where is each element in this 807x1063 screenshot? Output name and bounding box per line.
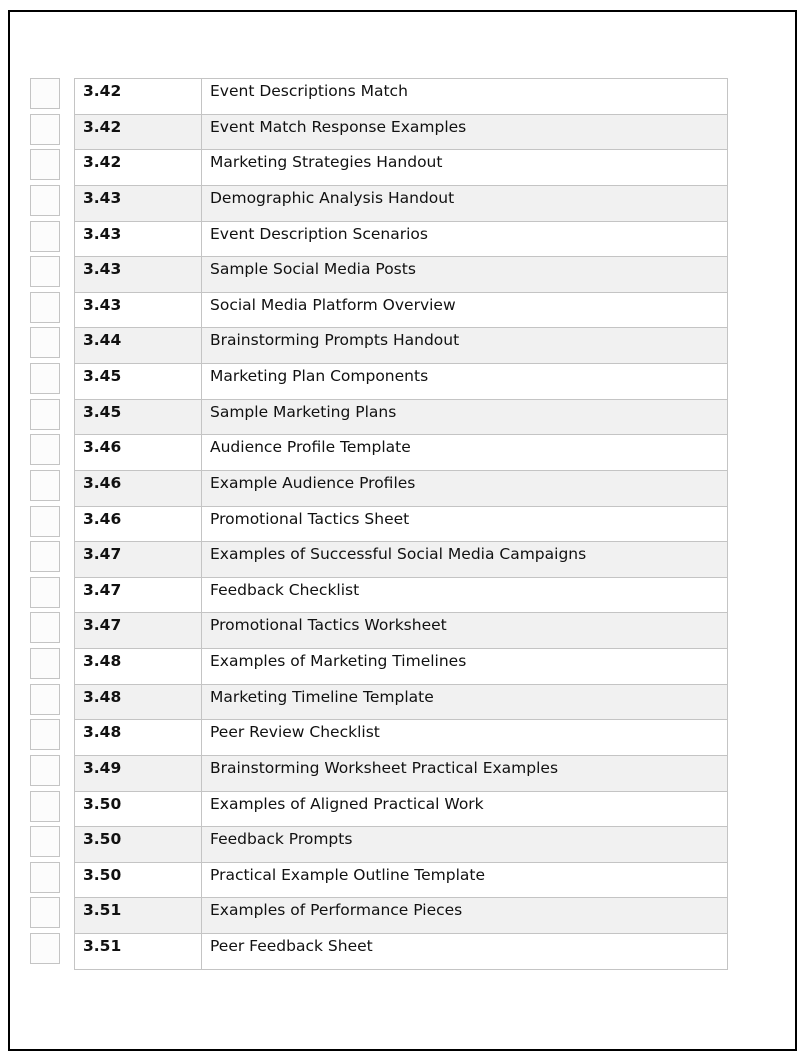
row-checkbox[interactable] bbox=[30, 78, 60, 109]
section-number: 3.47 bbox=[75, 577, 202, 613]
material-title: Brainstorming Prompts Handout bbox=[202, 328, 728, 364]
row-checkbox[interactable] bbox=[30, 612, 60, 643]
row-checkbox[interactable] bbox=[30, 470, 60, 501]
table-row bbox=[75, 755, 728, 791]
table-row bbox=[75, 934, 728, 970]
row-checkbox[interactable] bbox=[30, 114, 60, 145]
table-row bbox=[75, 791, 728, 827]
table-row bbox=[75, 506, 728, 542]
table-row bbox=[75, 827, 728, 863]
section-number: 3.43 bbox=[75, 257, 202, 293]
row-checkbox[interactable] bbox=[30, 826, 60, 857]
material-title: Feedback Checklist bbox=[202, 577, 728, 613]
material-title: Examples of Marketing Timelines bbox=[202, 649, 728, 685]
section-number: 3.51 bbox=[75, 898, 202, 934]
table-row bbox=[75, 649, 728, 685]
row-checkbox[interactable] bbox=[30, 897, 60, 928]
row-checkbox[interactable] bbox=[30, 399, 60, 430]
section-number: 3.46 bbox=[75, 506, 202, 542]
material-title: Practical Example Outline Template bbox=[202, 862, 728, 898]
row-checkbox[interactable] bbox=[30, 327, 60, 358]
section-number: 3.48 bbox=[75, 649, 202, 685]
material-title: Demographic Analysis Handout bbox=[202, 185, 728, 221]
material-title: Feedback Prompts bbox=[202, 827, 728, 863]
table-row bbox=[75, 257, 728, 293]
table-row bbox=[75, 79, 728, 115]
section-number: 3.50 bbox=[75, 827, 202, 863]
material-title: Marketing Timeline Template bbox=[202, 684, 728, 720]
material-title: Promotional Tactics Sheet bbox=[202, 506, 728, 542]
table-row bbox=[75, 898, 728, 934]
section-number: 3.44 bbox=[75, 328, 202, 364]
table-row bbox=[75, 399, 728, 435]
material-title: Examples of Aligned Practical Work bbox=[202, 791, 728, 827]
table-row bbox=[75, 613, 728, 649]
section-number: 3.42 bbox=[75, 114, 202, 150]
table-row bbox=[75, 328, 728, 364]
material-title: Brainstorming Worksheet Practical Examples bbox=[202, 755, 728, 791]
row-checkbox[interactable] bbox=[30, 363, 60, 394]
section-number: 3.49 bbox=[75, 755, 202, 791]
row-checkbox[interactable] bbox=[30, 541, 60, 572]
row-checkbox[interactable] bbox=[30, 791, 60, 822]
table-row bbox=[75, 542, 728, 578]
section-number: 3.48 bbox=[75, 684, 202, 720]
row-checkbox[interactable] bbox=[30, 221, 60, 252]
material-title: Example Audience Profiles bbox=[202, 470, 728, 506]
material-title: Sample Marketing Plans bbox=[202, 399, 728, 435]
row-checkbox[interactable] bbox=[30, 684, 60, 715]
row-checkbox[interactable] bbox=[30, 719, 60, 750]
row-checkbox[interactable] bbox=[30, 149, 60, 180]
section-number: 3.45 bbox=[75, 399, 202, 435]
material-title: Social Media Platform Overview bbox=[202, 292, 728, 328]
row-checkbox[interactable] bbox=[30, 185, 60, 216]
table-row bbox=[75, 150, 728, 186]
section-number: 3.46 bbox=[75, 435, 202, 471]
materials-table bbox=[74, 78, 728, 970]
material-title: Event Match Response Examples bbox=[202, 114, 728, 150]
row-checkbox[interactable] bbox=[30, 506, 60, 537]
material-title: Audience Profile Template bbox=[202, 435, 728, 471]
material-title: Event Description Scenarios bbox=[202, 221, 728, 257]
material-title: Peer Feedback Sheet bbox=[202, 934, 728, 970]
section-number: 3.42 bbox=[75, 79, 202, 115]
table-row bbox=[75, 221, 728, 257]
row-checkbox[interactable] bbox=[30, 256, 60, 287]
table-row bbox=[75, 292, 728, 328]
table-row bbox=[75, 470, 728, 506]
table-row bbox=[75, 577, 728, 613]
section-number: 3.51 bbox=[75, 934, 202, 970]
table-row bbox=[75, 114, 728, 150]
section-number: 3.46 bbox=[75, 470, 202, 506]
table-row bbox=[75, 720, 728, 756]
material-title: Examples of Successful Social Media Campaigns bbox=[202, 542, 728, 578]
section-number: 3.43 bbox=[75, 185, 202, 221]
table-row bbox=[75, 364, 728, 400]
row-checkbox[interactable] bbox=[30, 933, 60, 964]
material-title: Marketing Plan Components bbox=[202, 364, 728, 400]
row-checkbox[interactable] bbox=[30, 648, 60, 679]
section-number: 3.47 bbox=[75, 613, 202, 649]
material-title: Examples of Performance Pieces bbox=[202, 898, 728, 934]
table-row bbox=[75, 435, 728, 471]
section-number: 3.47 bbox=[75, 542, 202, 578]
material-title: Marketing Strategies Handout bbox=[202, 150, 728, 186]
table-row bbox=[75, 684, 728, 720]
section-number: 3.43 bbox=[75, 221, 202, 257]
table-row bbox=[75, 862, 728, 898]
row-checkbox[interactable] bbox=[30, 292, 60, 323]
material-title: Promotional Tactics Worksheet bbox=[202, 613, 728, 649]
table-row bbox=[75, 185, 728, 221]
row-checkbox[interactable] bbox=[30, 434, 60, 465]
section-number: 3.42 bbox=[75, 150, 202, 186]
section-number: 3.48 bbox=[75, 720, 202, 756]
material-title: Sample Social Media Posts bbox=[202, 257, 728, 293]
section-number: 3.45 bbox=[75, 364, 202, 400]
section-number: 3.50 bbox=[75, 791, 202, 827]
checkbox-column bbox=[30, 78, 60, 969]
row-checkbox[interactable] bbox=[30, 862, 60, 893]
row-checkbox[interactable] bbox=[30, 755, 60, 786]
section-number: 3.50 bbox=[75, 862, 202, 898]
material-title: Peer Review Checklist bbox=[202, 720, 728, 756]
section-number: 3.43 bbox=[75, 292, 202, 328]
material-title: Event Descriptions Match bbox=[202, 79, 728, 115]
row-checkbox[interactable] bbox=[30, 577, 60, 608]
